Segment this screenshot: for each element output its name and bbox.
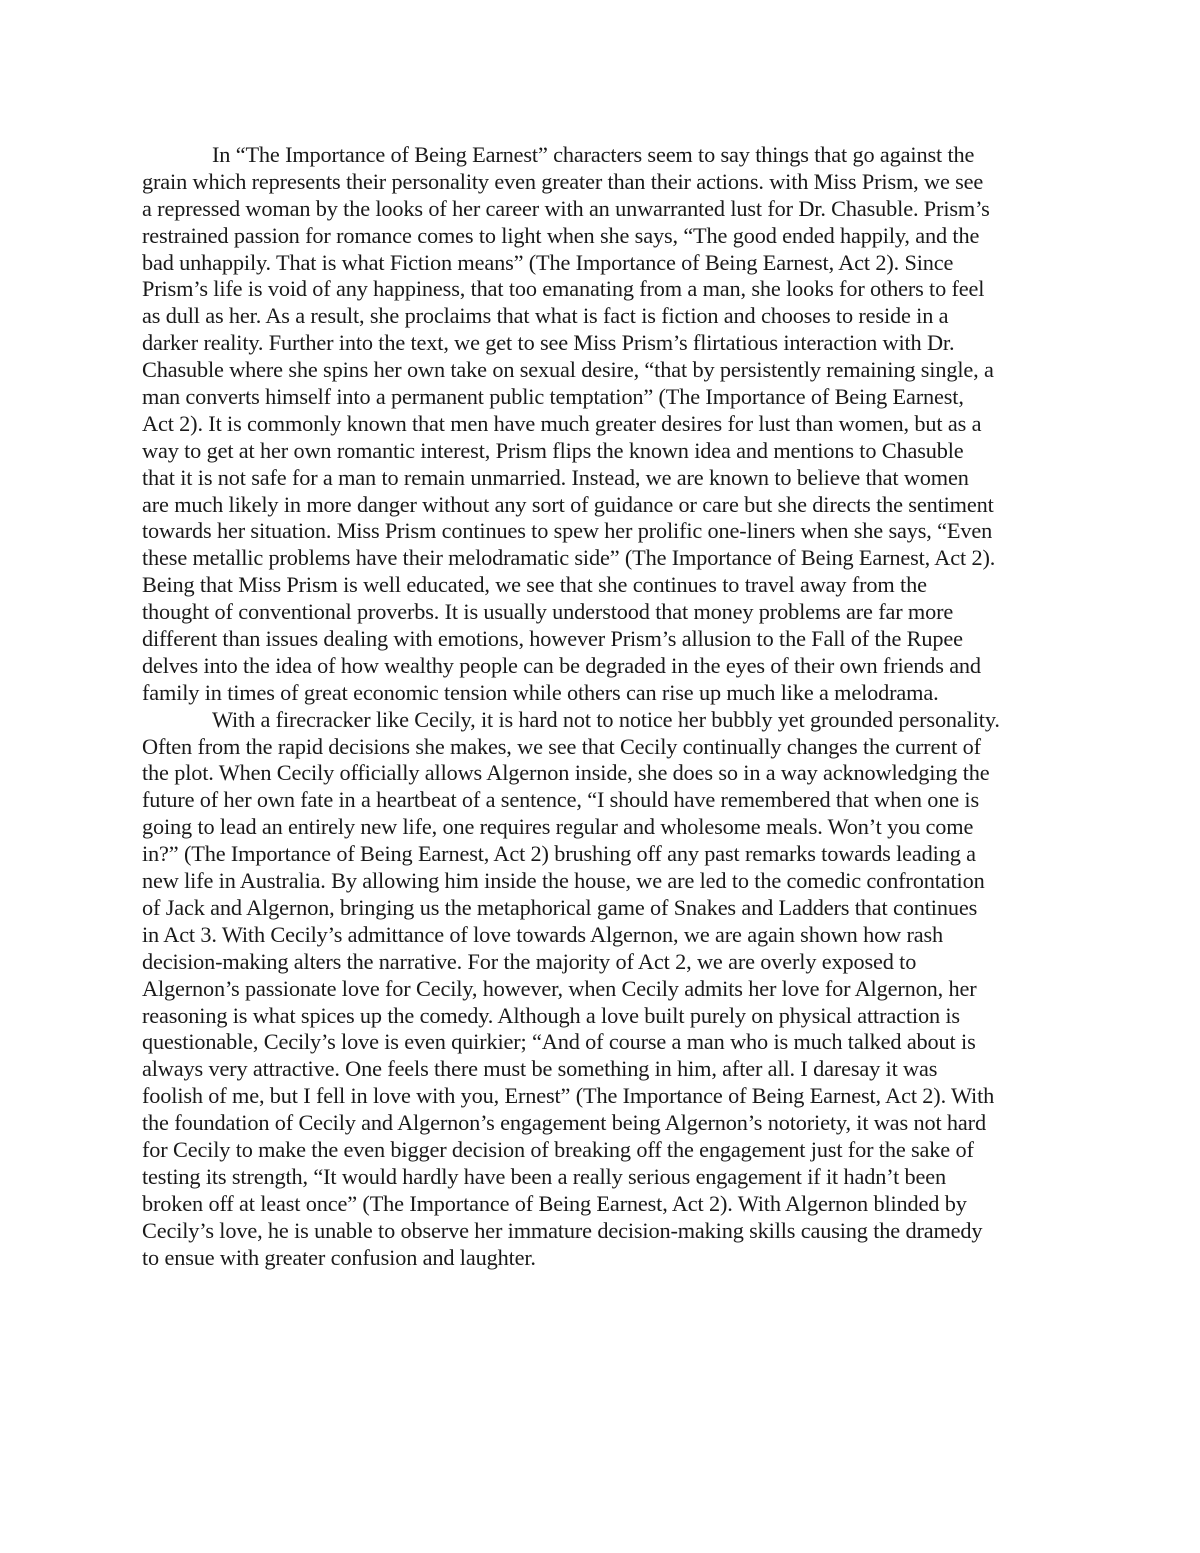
text-line: family in times of great economic tension while others can rise up much like a melodrama. [142,679,939,705]
text-line: as dull as her. As a result, she proclaims that what is fact is fiction and chooses to reside in a [142,303,949,329]
text-line: for Cecily to make the even bigger decision of breaking off the engagement just for the sake of [142,1136,974,1162]
text-line: Being that Miss Prism is well educated, we see that she continues to travel away from the [142,572,927,598]
text-line: a repressed woman by the looks of her career with an unwarranted lust for Dr. Chasuble. Prism’s [142,195,990,221]
text-line: Cecily’s love, he is unable to observe her immature decision-making skills causing the dramedy [142,1217,983,1243]
text-line: Often from the rapid decisions she makes, we see that Cecily continually changes the current of [142,733,981,759]
text-line: darker reality. Further into the text, we get to see Miss Prism’s flirtatious interaction with Dr. [142,330,955,356]
text-line: are much likely in more danger without any sort of guidance or care but she directs the sentiment [142,491,994,517]
text-line: different than issues dealing with emotions, however Prism’s allusion to the Fall of the Rupee [142,626,963,652]
text-line: in?” (The Importance of Being Earnest, Act 2) brushing off any past remarks towards leading a [142,841,976,867]
text-line: bad unhappily. That is what Fiction means” (The Importance of Being Earnest, Act 2). Since [142,249,954,275]
text-line: future of her own fate in a heartbeat of a sentence, “I should have remembered that when one is [142,787,980,813]
text-line: With a firecracker like Cecily, it is hard not to notice her bubbly yet grounded personality. [212,706,1000,732]
text-line: decision-making alters the narrative. For the majority of Act 2, we are overly exposed to [142,948,917,974]
text-line: way to get at her own romantic interest, Prism flips the known idea and mentions to Chasuble [142,437,964,463]
text-line: new life in Australia. By allowing him inside the house, we are led to the comedic confrontation [142,868,985,894]
text-line: to ensue with greater confusion and laughter. [142,1244,536,1270]
text-line: that it is not safe for a man to remain unmarried. Instead, we are known to believe that women [142,464,969,490]
text-line: the plot. When Cecily officially allows Algernon inside, she does so in a way acknowledging the [142,760,990,786]
text-line: grain which represents their personality even greater than their actions. with Miss Prism, we see [142,168,984,194]
text-line: In “The Importance of Being Earnest” characters seem to say things that go against the [212,142,975,167]
text-line: towards her situation. Miss Prism continues to spew her prolific one-liners when she says, “Even [142,518,993,544]
text-line: the foundation of Cecily and Algernon’s engagement being Algernon’s notoriety, it was not hard [142,1110,986,1136]
text-line: these metallic problems have their melodramatic side” (The Importance of Being Earnest, Act 2). [142,545,996,571]
text-line: questionable, Cecily’s love is even quirkier; “And of course a man who is much talked about is [142,1029,976,1055]
text-line: thought of conventional proverbs. It is usually understood that money problems are far more [142,599,954,625]
text-line: Prism’s life is void of any happiness, that too emanating from a man, she looks for others to feel [142,276,985,302]
text-line: restrained passion for romance comes to light when she says, “The good ended happily, and the [142,222,980,248]
paragraph-cecily [142,707,1064,1272]
text-line: delves into the idea of how wealthy people can be degraded in the eyes of their own friends and [142,652,981,678]
text-line: Algernon’s passionate love for Cecily, however, when Cecily admits her love for Algernon, her [142,975,977,1001]
text-line: Act 2). It is commonly known that men have much greater desires for lust than women, but as a [142,410,982,436]
text-line: always very attractive. One feels there must be something in him, after all. I daresay it was [142,1056,938,1082]
text-line: reasoning is what spices up the comedy. Although a love built purely on physical attraction is [142,1002,960,1028]
text-line: broken off at least once” (The Importance of Being Earnest, Act 2). With Algernon blinded by [142,1190,967,1216]
text-line: Chasuble where she spins her own take on sexual desire, “that by persistently remaining single, a [142,357,994,383]
text-line: going to lead an entirely new life, one requires regular and wholesome meals. Won’t you come [142,814,974,840]
paragraph-miss-prism [142,142,1064,707]
text-line: foolish of me, but I fell in love with you, Ernest” (The Importance of Being Earnest, Act 2). With [142,1083,995,1109]
text-line: in Act 3. With Cecily’s admittance of love towards Algernon, we are again shown how rash [142,921,943,947]
text-line: testing its strength, “It would hardly have been a really serious engagement if it hadn’t been [142,1163,947,1189]
text-line: of Jack and Algernon, bringing us the metaphorical game of Snakes and Ladders that continues [142,894,978,920]
essay-body [142,142,1064,1271]
text-line: man converts himself into a permanent public temptation” (The Importance of Being Earnest, [142,384,964,410]
